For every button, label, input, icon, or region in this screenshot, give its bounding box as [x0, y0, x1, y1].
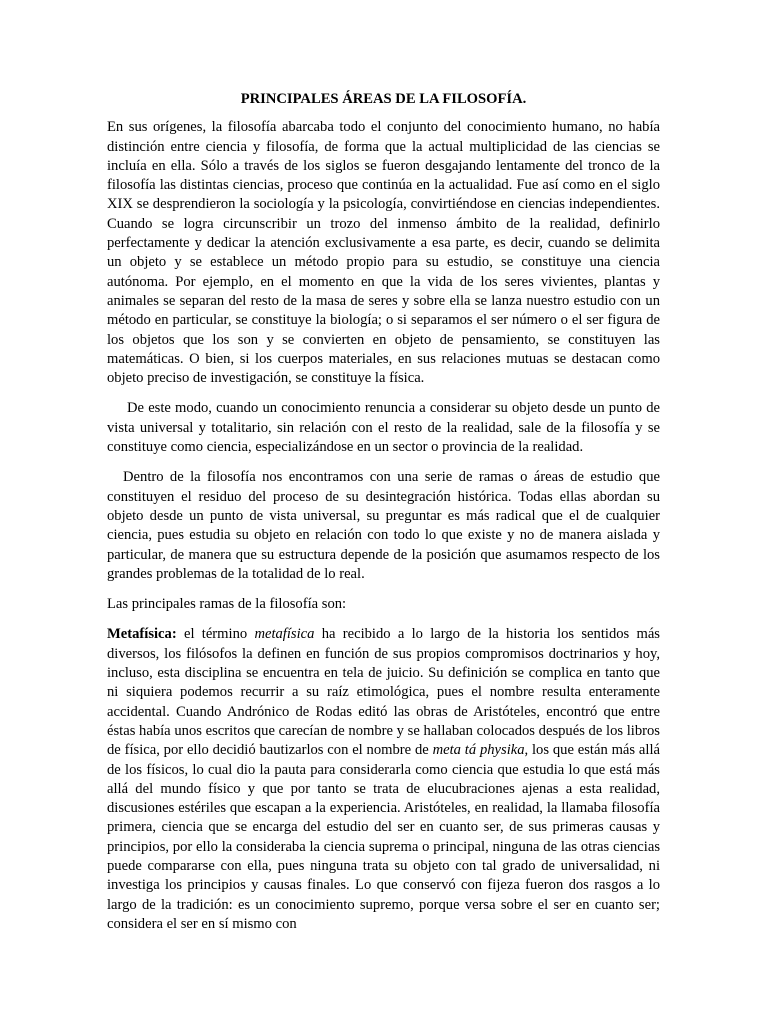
metafisica-term: Metafísica:	[107, 626, 177, 643]
document-title: PRINCIPALES ÁREAS DE LA FILOSOFÍA.	[240, 91, 527, 107]
metafisica-text-1: el término	[176, 626, 255, 643]
paragraph-branches-list-intro: Las principales ramas de la filosofía son:	[107, 596, 347, 613]
paragraph-metafisica	[107, 625, 660, 934]
metafisica-italic-term: metafísica	[254, 626, 315, 643]
metafisica-text-3: , los que están más allá de los físicos, lo cual dio la pauta para considerarla como ciencia que estudia lo que está más allá del mundo físico y que por tanto se trata de elucubraciones ajenas a esta realidad, discusiones estériles que escapan a la experiencia. Aristóteles, en realidad, la llamaba filosofía primera, ciencia que se encarga del estudio del ser en cuanto ser, de sus primeras causas y principios, por ello la consideraba la ciencia suprema o principal, ninguna de las otras ciencias puede compararse con ella, pues ninguna trata su objeto con tal grado de universalidad, ni investiga los principios y causas finales. Lo que conservó con fijeza fueron dos rasgos a lo largo de la tradición: es un conocimiento supremo, porque versa sobre el ser en cuanto ser; considera el ser en sí mismo con	[107, 742, 660, 932]
paragraph-branches-intro: Dentro de la filosofía nos encontramos con una serie de ramas o áreas de estudio que constituyen el residuo del proceso de su desintegración histórica. Todas ellas abordan su objeto desde un punto de vista universal, su preguntar es más radical que el de cualquier ciencia, pues estudia su objeto en relación con todo lo que existe y no de manera aislada y particular, de manera que su estructura depende de la posición que asumamos respecto de los grandes problemas de la totalidad de lo real.	[107, 469, 660, 582]
metafisica-text-2: ha recibido a lo largo de la historia los sentidos más diversos, los filósofos la definen en función de sus propios compromisos doctrinarios y hoy, incluso, esta disciplina se encuentra en tela de juicio. Su definición se complica en tanto que ni siquiera podemos recurrir a su raíz etimológica, pues el nombre resulta enteramente accidental. Cuando Andrónico de Rodas editó las obras de Aristóteles, encontró que entre éstas había unos escritos que carecían de nombre y se hallaban colocados después de los libros de física, por ello decidió bautizarlos con el nombre de	[107, 626, 660, 759]
document-page	[107, 90, 660, 945]
metafisica-italic-greek: meta tá physika	[432, 742, 525, 759]
paragraph-science-separation: De este modo, cuando un conocimiento renuncia a considerar su objeto desde un punto de vista universal y totalitario, sin relación con el resto de la realidad, sale de la filosofía y se constituye como ciencia, especializándose en un sector o provincia de la realidad.	[107, 400, 660, 456]
paragraph-origins: En sus orígenes, la filosofía abarcaba todo el conjunto del conocimiento humano, no había distinción entre ciencia y filosofía, de forma que la actual multiplicidad de las ciencias se incluía en ella. Sólo a través de los siglos se fueron desgajando lentamente del tronco de la filosofía las distintas ciencias, proceso que continúa en la actualidad. Fue así como en el siglo XIX se desprendieron la sociología y la psicología, convirtiéndose en ciencias independientes. Cuando se logra circunscribir un trozo del inmenso ámbito de la realidad, definirlo perfectamente y dedicar la atención exclusivamente a esa parte, es decir, cuando se delimita un objeto y se establece un método propio para su estudio, se constituye una ciencia autónoma. Por ejemplo, en el momento en que la vida de los seres vivientes, plantas y animales se separan del resto de la masa de seres y sobre ella se lanza nuestro estudio con un método en particular, se constituye la biología; o si separamos el ser número o el ser figura de los objetos que los son y se convierten en objeto de pensamiento, se constituyen las matemáticas. O bien, si los cuerpos materiales, en sus relaciones mutuas se destacan como objeto preciso de investigación, se constituye la física.	[107, 119, 660, 387]
